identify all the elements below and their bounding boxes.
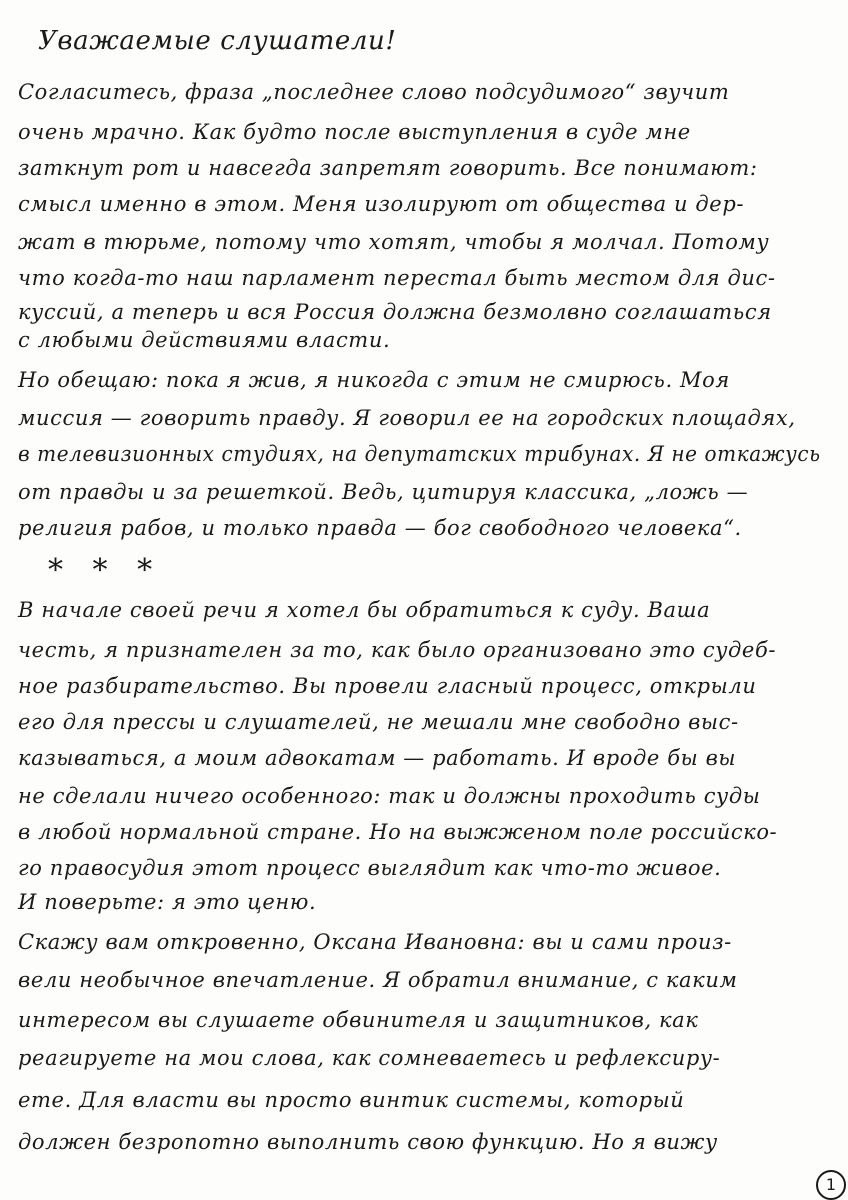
letter-line: очень мрачно. Как будто после выступления в суде мне <box>18 120 691 144</box>
letter-line: В начале своей речи я хотел бы обратиться к суду. Ваша <box>18 598 711 622</box>
letter-line: казываться, а моим адвокатам — работать. И вроде бы вы <box>18 746 737 770</box>
letter-line: честь, я признателен за то, как было организовано это судеб- <box>18 638 777 662</box>
letter-line: Но обещаю: пока я жив, я никогда с этим не смирюсь. Моя <box>18 368 730 392</box>
letter-line: от правды и за решеткой. Ведь, цитируя классика, „ложь — <box>18 480 749 504</box>
letter-line: И поверьте: я это ценю. <box>18 890 317 914</box>
letter-line: куссий, а теперь и вся Россия должна безмолвно соглашаться <box>18 300 772 324</box>
letter-line: вели необычное впечатление. Я обратил внимание, с каким <box>18 968 738 992</box>
letter-line: жат в тюрьме, потому что хотят, чтобы я молчал. Потому <box>18 230 770 254</box>
letter-line: го правосудия этот процесс выглядит как что-то живое. <box>18 856 722 880</box>
page-number-badge: 1 <box>816 1170 846 1200</box>
letter-line: ное разбирательство. Вы провели гласный процесс, открыли <box>18 674 757 698</box>
letter-line: его для прессы и слушателей, не мешали мне свободно выс- <box>18 710 739 734</box>
letter-line: религия рабов, и только правда — бог свободного человека“. <box>18 516 742 540</box>
letter-line: Скажу вам откровенно, Оксана Ивановна: вы и сами произ- <box>18 930 732 954</box>
letter-greeting: Уважаемые слушатели! <box>38 26 397 56</box>
letter-line: смысл именно в этом. Меня изолируют от общества и дер- <box>18 192 745 216</box>
letter-line: что когда-то наш парламент перестал быть местом для дис- <box>18 266 776 290</box>
letter-line: заткнут рот и навсегда запретят говорить. Все понимают: <box>18 156 758 180</box>
section-divider-stars: * * * <box>48 553 163 588</box>
letter-line: Согласитесь, фраза „последнее слово подсудимого“ звучит <box>18 80 730 104</box>
letter-line: с любыми действиями власти. <box>18 328 391 352</box>
letter-line: интересом вы слушаете обвинителя и защитников, как <box>18 1008 699 1032</box>
letter-line: не сделали ничего особенного: так и должны проходить суды <box>18 784 761 808</box>
letter-line: в любой нормальной стране. Но на выжженом поле российско- <box>18 820 778 844</box>
letter-line: реагируете на мои слова, как сомневаетесь и рефлексиру- <box>18 1046 721 1070</box>
letter-line: должен безропотно выполнить свою функцию. Но я вижу <box>18 1130 718 1154</box>
letter-line: ете. Для власти вы просто винтик системы, который <box>18 1088 685 1112</box>
letter-line: миссия — говорить правду. Я говорил ее на городских площадях, <box>18 406 796 430</box>
letter-line: в телевизионных студиях, на депутатских трибунах. Я не откажусь <box>18 442 821 466</box>
